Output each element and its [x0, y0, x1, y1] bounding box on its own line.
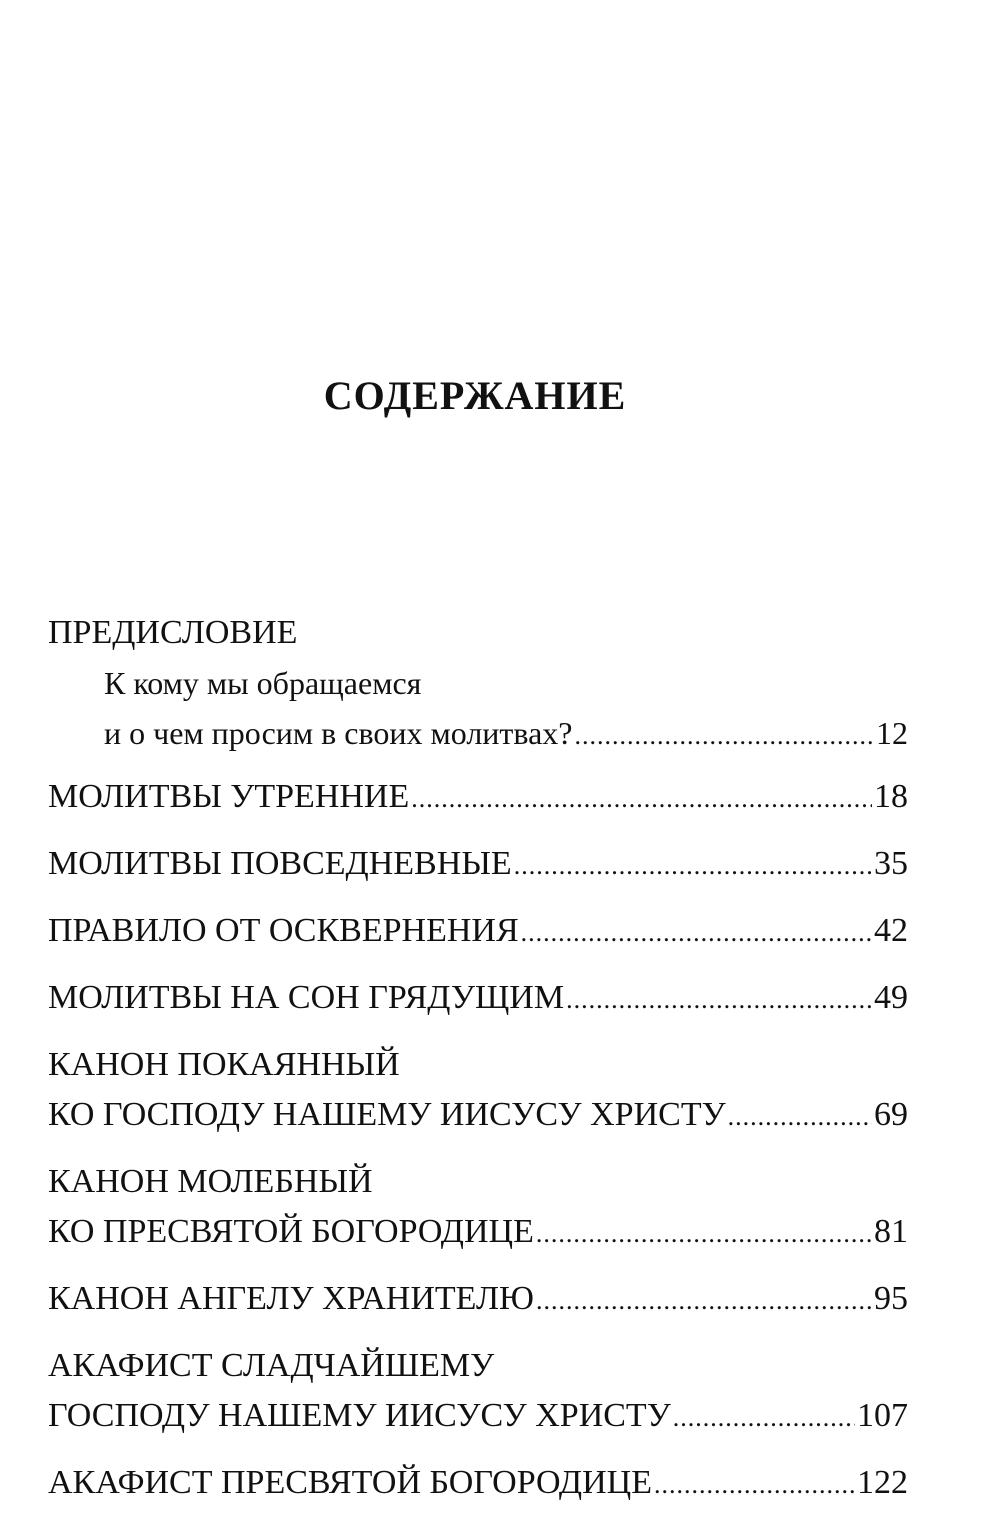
page-number: 81 [874, 1213, 908, 1250]
toc-entry-akathist-theotokos [48, 1458, 908, 1508]
toc-entry-label: КАНОН АНГЕЛУ ХРАНИТЕЛЮ [48, 1280, 534, 1317]
dot-leader [673, 1393, 855, 1443]
dot-leader [728, 1092, 872, 1142]
toc-subentry-preface [48, 658, 908, 758]
toc-entry-label: МОЛИТВЫ УТРЕННИЕ [48, 778, 410, 815]
toc-entry-label-line-1: КАНОН МОЛЕБНЫЙ [48, 1163, 373, 1200]
toc-subentry-line-1: К кому мы обращаемся [104, 665, 422, 701]
toc-entry-canon-supplication [48, 1157, 908, 1257]
toc-entry-label-line-1: АКАФИСТ СЛАДЧАЙШЕМУ [48, 1347, 495, 1384]
toc-entry-label: МОЛИТВЫ НА СОН ГРЯДУЩИМ [48, 979, 565, 1016]
toc-entry-label-line-2: ГОСПОДУ НАШЕМУ ИИСУСУ ХРИСТУ [48, 1397, 671, 1434]
toc-entry-akathist-jesus [48, 1341, 908, 1441]
dot-leader [536, 1276, 872, 1326]
page-number: 35 [874, 845, 908, 882]
page-number: 69 [874, 1096, 908, 1133]
toc-entry-label: ПРАВИЛО ОТ ОСКВЕРНЕНИЯ [48, 912, 519, 949]
toc-entry-label: МОЛИТВЫ ПОВСЕДНЕВНЫЕ [48, 845, 512, 882]
page-number: 49 [874, 979, 908, 1016]
dot-leader [654, 1460, 855, 1510]
toc-entry-defilement [48, 906, 908, 956]
toc-entry-label: АКАФИСТ ПРЕСВЯТОЙ БОГОРОДИЦЕ [48, 1464, 652, 1501]
page-title: СОДЕРЖАНИЕ [323, 373, 627, 418]
toc-entry-canon-angel [48, 1274, 908, 1324]
page-number: 12 [876, 715, 908, 751]
dot-leader [566, 975, 872, 1025]
toc-subentry-line-2-text: и о чем просим в своих молитвах? [104, 715, 573, 751]
dot-leader [514, 841, 872, 891]
page-number: 18 [874, 778, 908, 815]
toc-entry-label-line-2: КО ПРЕСВЯТОЙ БОГОРОДИЦЕ [48, 1213, 534, 1250]
page-number: 122 [857, 1464, 908, 1501]
toc-entry-preface [48, 608, 908, 758]
toc-entry-daily [48, 839, 908, 889]
toc-entry-label-line-1: КАНОН ПОКАЯННЫЙ [48, 1046, 400, 1083]
dot-leader [536, 1209, 872, 1259]
page-number: 42 [874, 912, 908, 949]
page-number: 95 [874, 1280, 908, 1317]
toc-entry-label-line-2: КО ГОСПОДУ НАШЕМУ ИИСУСУ ХРИСТУ [48, 1096, 726, 1133]
toc-entry-evening [48, 973, 908, 1023]
dot-leader [411, 774, 872, 824]
dot-leader [575, 711, 875, 761]
toc-entry-morning [48, 772, 908, 822]
toc-subentry-line-2 [104, 708, 908, 758]
toc-entry-preface-label: ПРЕДИСЛОВИЕ [48, 614, 298, 651]
table-of-contents [48, 608, 908, 1525]
toc-entry-canon-repentance [48, 1040, 908, 1140]
dot-leader [521, 908, 872, 958]
page-number: 107 [857, 1397, 908, 1434]
